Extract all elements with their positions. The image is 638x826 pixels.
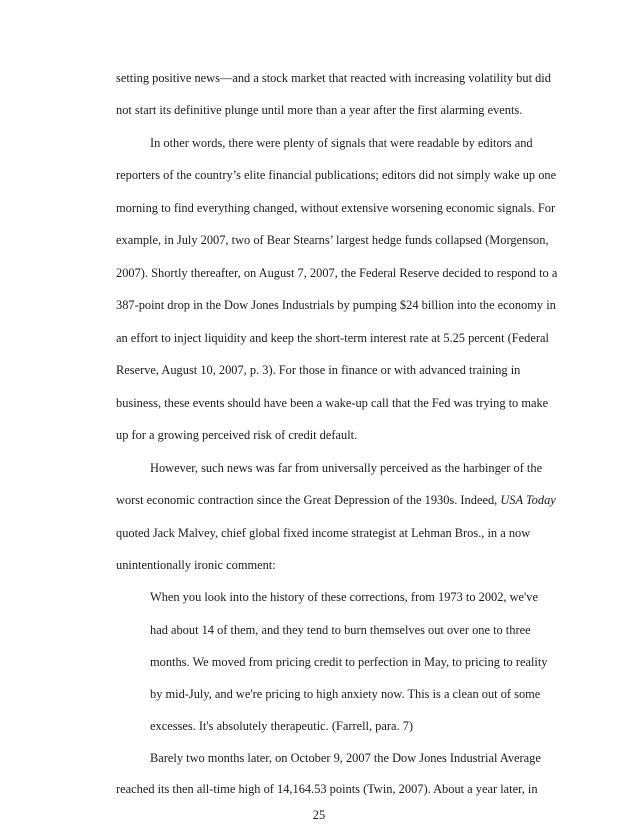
body-line: reporters of the country’s elite financial publications; editors did not simply wake up one <box>116 168 557 182</box>
block-quote-line: months. We moved from pricing credit to perfection in May, to pricing to reality <box>150 655 548 669</box>
block-quote-line: had about 14 of them, and they tend to burn themselves out over one to three <box>150 623 531 637</box>
body-line: reached its then all-time high of 14,164.53 points (Twin, 2007). About a year later, in <box>116 782 538 796</box>
paragraph-first-line: However, such news was far from universally perceived as the harbinger of the <box>150 461 543 475</box>
body-line: 2007). Shortly thereafter, on August 7, 2007, the Federal Reserve decided to respond to a <box>116 266 558 280</box>
body-line: Reserve, August 10, 2007, p. 3). For those in finance or with advanced training in <box>116 363 521 377</box>
publication-title: USA Today <box>500 493 556 507</box>
body-line: setting positive news—and a stock market that reacted with increasing volatility but did <box>116 71 551 85</box>
body-line <box>116 492 556 508</box>
body-line: an effort to inject liquidity and keep the short-term interest rate at 5.25 percent (Federal <box>116 331 549 345</box>
paragraph-first-line: Barely two months later, on October 9, 2007 the Dow Jones Industrial Average <box>150 751 541 765</box>
body-line: business, these events should have been a wake-up call that the Fed was trying to make <box>116 396 549 410</box>
block-quote-line: by mid-July, and we're pricing to high anxiety now. This is a clean out of some <box>150 687 541 701</box>
text-run: worst economic contraction since the Great Depression of the 1930s. Indeed, <box>116 493 501 507</box>
body-line: up for a growing perceived risk of credit default. <box>116 428 358 442</box>
body-line: quoted Jack Malvey, chief global fixed income strategist at Lehman Bros., in a now <box>116 526 531 540</box>
body-line: 387-point drop in the Dow Jones Industrials by pumping $24 billion into the economy in <box>116 298 556 312</box>
body-line: morning to find everything changed, without extensive worsening economic signals. For <box>116 201 556 215</box>
page-number: 25 <box>312 808 326 822</box>
body-line: not start its definitive plunge until more than a year after the first alarming events. <box>116 103 523 117</box>
block-quote-line: excesses. It's absolutely therapeutic. (Farrell, para. 7) <box>150 719 414 733</box>
paragraph-first-line: In other words, there were plenty of signals that were readable by editors and <box>150 136 533 150</box>
body-line: unintentionally ironic comment: <box>116 558 276 572</box>
body-line: example, in July 2007, two of Bear Stearns’ largest hedge funds collapsed (Morgenson, <box>116 233 549 247</box>
block-quote-line: When you look into the history of these corrections, from 1973 to 2002, we've <box>150 590 538 604</box>
